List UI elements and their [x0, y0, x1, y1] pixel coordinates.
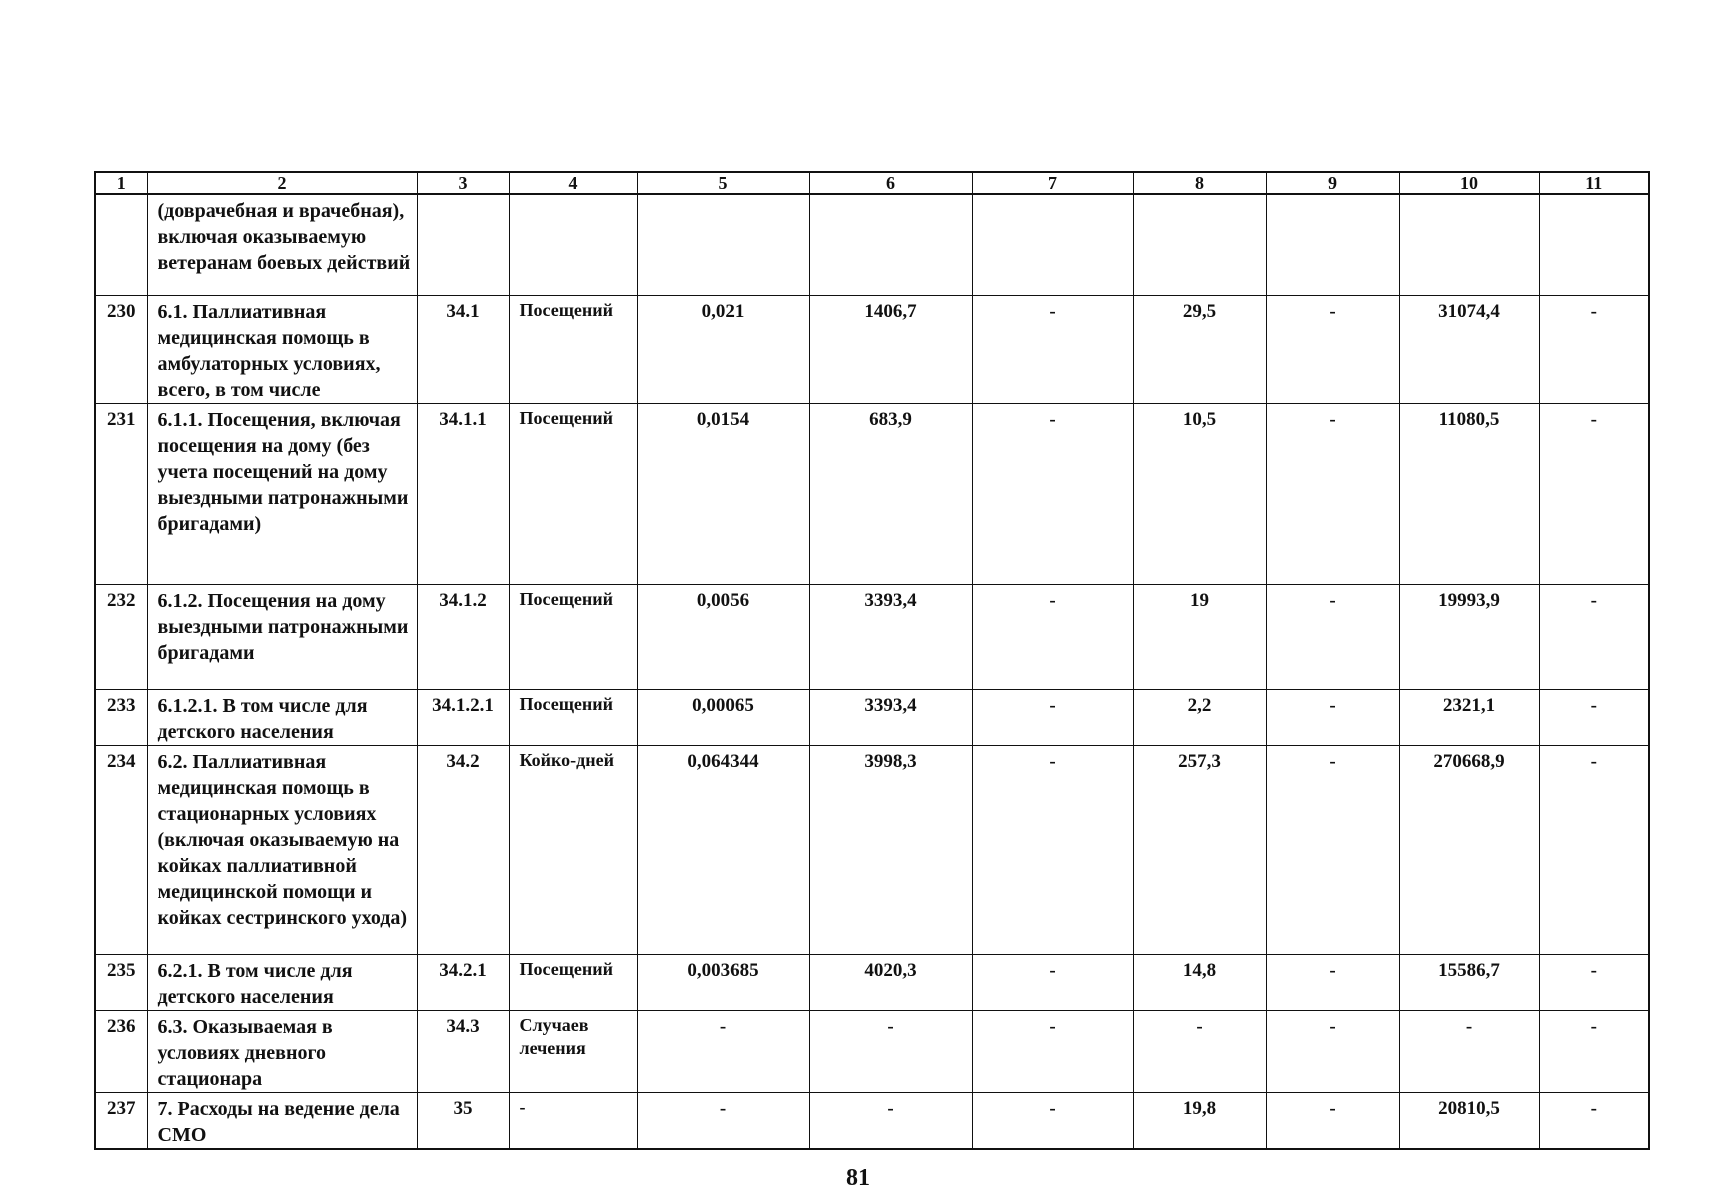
row-unit: Посещений: [509, 295, 637, 403]
cell-col9: -: [1266, 954, 1399, 1010]
table-row: [95, 745, 1649, 954]
row-name: 6.1. Паллиативная медицинская помощь в амбулаторных условиях, всего, в том числе: [147, 295, 417, 403]
row-number: 235: [95, 954, 147, 1010]
cell-col8: 257,3: [1133, 745, 1266, 954]
cell-col8: 19,8: [1133, 1092, 1266, 1149]
cell-col6: 3393,4: [809, 689, 972, 745]
cell-col5: 0,021: [637, 295, 809, 403]
cell-col9: -: [1266, 745, 1399, 954]
column-number: 11: [1539, 172, 1649, 194]
cell-col5: 0,064344: [637, 745, 809, 954]
column-number: 7: [972, 172, 1133, 194]
cell-col8: 19: [1133, 584, 1266, 689]
column-number: 5: [637, 172, 809, 194]
column-number: 10: [1399, 172, 1539, 194]
cell-col5: -: [637, 1010, 809, 1092]
row-code: 34.2: [417, 745, 509, 954]
cell-col5: 0,0056: [637, 584, 809, 689]
row-unit: [509, 194, 637, 295]
row-code: [417, 194, 509, 295]
cell-col10: 19993,9: [1399, 584, 1539, 689]
row-unit: Случаев лечения: [509, 1010, 637, 1092]
cell-col7: -: [972, 1010, 1133, 1092]
cell-col9: -: [1266, 689, 1399, 745]
cell-col6: 3998,3: [809, 745, 972, 954]
row-unit: Посещений: [509, 403, 637, 584]
table-row: [95, 194, 1649, 295]
cell-col6: 683,9: [809, 403, 972, 584]
row-number: 232: [95, 584, 147, 689]
cell-col7: -: [972, 403, 1133, 584]
row-unit: Посещений: [509, 689, 637, 745]
cell-col7: -: [972, 689, 1133, 745]
cell-col7: -: [972, 584, 1133, 689]
column-number: 9: [1266, 172, 1399, 194]
cell-col10: -: [1399, 1010, 1539, 1092]
row-code: 34.1.1: [417, 403, 509, 584]
cell-col11: -: [1539, 295, 1649, 403]
column-number: 1: [95, 172, 147, 194]
row-code: 34.3: [417, 1010, 509, 1092]
table-row: [95, 689, 1649, 745]
row-code: 34.2.1: [417, 954, 509, 1010]
cell-col6: 4020,3: [809, 954, 972, 1010]
row-name: 6.1.1. Посещения, включая посещения на дому (без учета посещений на дому выездными патронажными бригадами): [147, 403, 417, 584]
cell-col7: [972, 194, 1133, 295]
cell-col10: 270668,9: [1399, 745, 1539, 954]
table-row: [95, 584, 1649, 689]
row-unit: Посещений: [509, 584, 637, 689]
cell-col8: 10,5: [1133, 403, 1266, 584]
cell-col11: [1539, 194, 1649, 295]
column-number: 4: [509, 172, 637, 194]
cell-col7: -: [972, 295, 1133, 403]
cell-col11: -: [1539, 584, 1649, 689]
cell-col11: -: [1539, 1092, 1649, 1149]
cell-col8: -: [1133, 1010, 1266, 1092]
row-name: 7. Расходы на ведение дела СМО: [147, 1092, 417, 1149]
cell-col5: 0,00065: [637, 689, 809, 745]
cell-col11: -: [1539, 954, 1649, 1010]
row-unit: Койко-дней: [509, 745, 637, 954]
column-number: 2: [147, 172, 417, 194]
row-unit: -: [509, 1092, 637, 1149]
table-row: [95, 1010, 1649, 1092]
cell-col6: 3393,4: [809, 584, 972, 689]
column-number: 3: [417, 172, 509, 194]
table-row: [95, 295, 1649, 403]
row-number: 231: [95, 403, 147, 584]
data-table: [94, 171, 1650, 1150]
cell-col7: -: [972, 745, 1133, 954]
cell-col9: -: [1266, 1092, 1399, 1149]
cell-col6: 1406,7: [809, 295, 972, 403]
cell-col8: 2,2: [1133, 689, 1266, 745]
cell-col9: -: [1266, 403, 1399, 584]
row-number: 233: [95, 689, 147, 745]
cell-col7: -: [972, 1092, 1133, 1149]
cell-col10: 20810,5: [1399, 1092, 1539, 1149]
cell-col7: -: [972, 954, 1133, 1010]
column-number-row: [95, 172, 1649, 194]
cell-col10: 31074,4: [1399, 295, 1539, 403]
row-code: 34.1: [417, 295, 509, 403]
cell-col6: [809, 194, 972, 295]
row-number: 230: [95, 295, 147, 403]
table-row: [95, 403, 1649, 584]
cell-col5: 0,003685: [637, 954, 809, 1010]
row-code: 35: [417, 1092, 509, 1149]
row-name: (доврачебная и врачебная), включая оказываемую ветеранам боевых действий: [147, 194, 417, 295]
cell-col11: -: [1539, 689, 1649, 745]
row-number: 234: [95, 745, 147, 954]
cell-col10: 11080,5: [1399, 403, 1539, 584]
cell-col10: 2321,1: [1399, 689, 1539, 745]
column-number: 6: [809, 172, 972, 194]
row-number: 236: [95, 1010, 147, 1092]
cell-col11: -: [1539, 1010, 1649, 1092]
cell-col5: [637, 194, 809, 295]
cell-col8: 14,8: [1133, 954, 1266, 1010]
cell-col8: [1133, 194, 1266, 295]
table-row: [95, 1092, 1649, 1149]
cell-col8: 29,5: [1133, 295, 1266, 403]
row-number: [95, 194, 147, 295]
row-name: 6.1.2. Посещения на дому выездными патронажными бригадами: [147, 584, 417, 689]
row-name: 6.1.2.1. В том числе для детского населения: [147, 689, 417, 745]
cell-col9: -: [1266, 295, 1399, 403]
cell-col11: -: [1539, 745, 1649, 954]
cell-col9: [1266, 194, 1399, 295]
page-number: 81: [846, 1165, 870, 1191]
row-name: 6.2. Паллиативная медицинская помощь в стационарных условиях (включая оказываемую на койках паллиативной медицинской помощи и койках сестринского ухода): [147, 745, 417, 954]
cell-col10: [1399, 194, 1539, 295]
cell-col6: -: [809, 1010, 972, 1092]
cell-col11: -: [1539, 403, 1649, 584]
column-number: 8: [1133, 172, 1266, 194]
row-code: 34.1.2: [417, 584, 509, 689]
cell-col9: -: [1266, 584, 1399, 689]
row-name: 6.3. Оказываемая в условиях дневного стационара: [147, 1010, 417, 1092]
row-number: 237: [95, 1092, 147, 1149]
row-unit: Посещений: [509, 954, 637, 1010]
cell-col10: 15586,7: [1399, 954, 1539, 1010]
cell-col9: -: [1266, 1010, 1399, 1092]
cell-col6: -: [809, 1092, 972, 1149]
cell-col5: -: [637, 1092, 809, 1149]
table-row: [95, 954, 1649, 1010]
cell-col5: 0,0154: [637, 403, 809, 584]
row-code: 34.1.2.1: [417, 689, 509, 745]
row-name: 6.2.1. В том числе для детского населения: [147, 954, 417, 1010]
